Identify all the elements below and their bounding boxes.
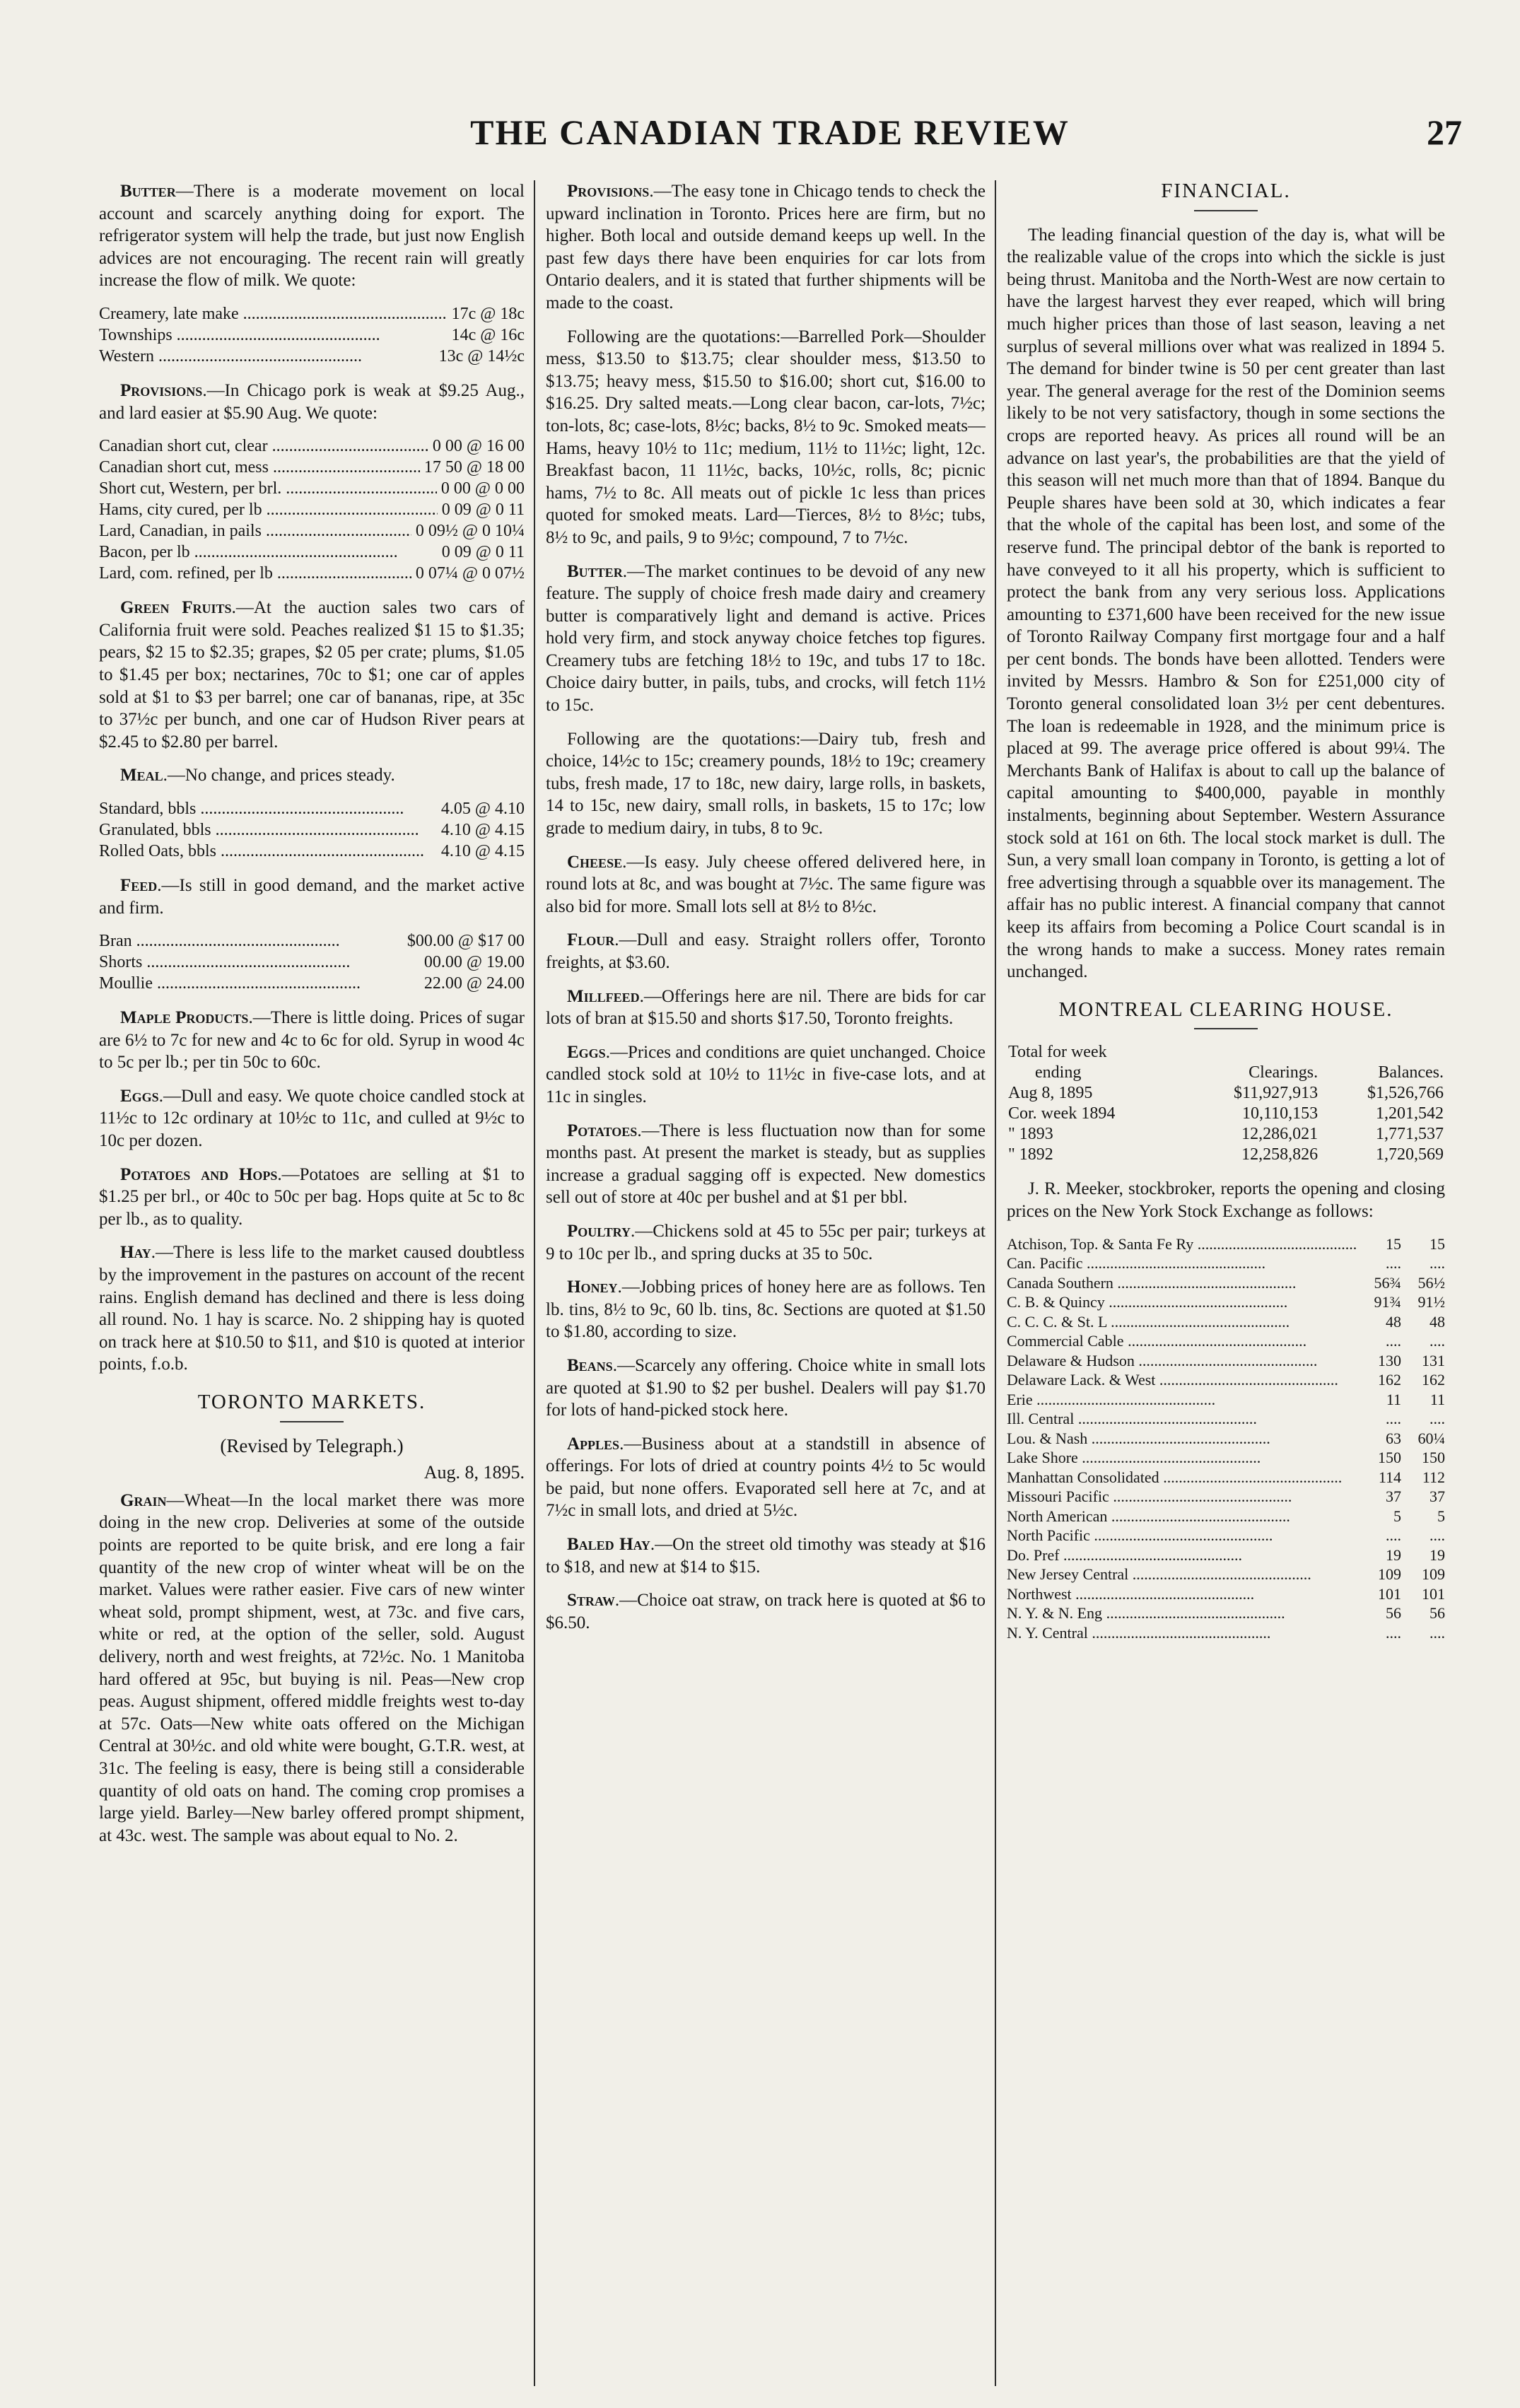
- stock-close: ....: [1430, 1410, 1445, 1428]
- stock-name: Ill. Central .....: [1007, 1409, 1357, 1429]
- heading-rule: [1194, 210, 1258, 211]
- item-label: Rolled Oats, bbls .....: [99, 841, 437, 862]
- provisions-quote-list: [99, 436, 525, 584]
- butter-paragraph: Butter—There is a moderate movement on local account and scarcely anything doing for export. The refrigerator system will help the trade, but just now English advices are not encouraging. The recent rain will greatly increase the flow of milk. We quote:: [99, 182, 525, 291]
- list-item: [99, 798, 525, 819]
- table-cell-balances: 1,201,542: [1376, 1104, 1444, 1123]
- table-cell-clearings: 10,110,153: [1242, 1104, 1319, 1123]
- column-middle: [546, 180, 986, 2379]
- stock-open: 150: [1378, 1449, 1401, 1467]
- toronto-markets-date: Aug. 8, 1895.: [423, 1462, 525, 1483]
- honey-paragraph: Honey.—Jobbing prices of honey here are as follows. Ten lb. tins, 8½ to 9c, 60 lb. tins, 8c. Sections are quoted at $1.50 to $1.80, according to size.: [546, 1278, 986, 1342]
- stock-row: [1007, 1603, 1445, 1623]
- stock-open: 56¾: [1374, 1273, 1401, 1292]
- stock-open: 91¾: [1374, 1293, 1401, 1311]
- stock-open: ....: [1386, 1623, 1401, 1642]
- stock-open: ....: [1386, 1254, 1401, 1273]
- stock-close: 109: [1422, 1565, 1445, 1584]
- masthead-title: THE CANADIAN TRADE REVIEW: [470, 112, 1070, 152]
- stock-open: 109: [1378, 1565, 1401, 1584]
- stock-close: 19: [1430, 1545, 1445, 1564]
- flour-paragraph: Flour.—Dull and easy. Straight rollers offer, Toronto freights, at $3.60.: [546, 930, 986, 972]
- stock-name: Northwest .....: [1007, 1584, 1357, 1604]
- list-item: [99, 563, 525, 584]
- item-price: 4.10 @ 4.15: [440, 820, 525, 839]
- clearing-house-heading: MONTREAL CLEARING HOUSE.: [1058, 998, 1393, 1021]
- toronto-markets-subtitle: (Revised by Telegraph.): [220, 1434, 404, 1456]
- provisions-toronto-paragraph: Provisions.—The easy tone in Chicago tends to check the upward inclination in Toronto. Prices here are firm, but no higher. Both local and outside demand keeps up well. In the past few days there have been enquiries for car lots from Ontario dealers, and it is stated that further shipments will be made to the coast.: [546, 182, 986, 312]
- stock-row: [1007, 1526, 1445, 1545]
- potatoes-paragraph: Potatoes.—There is less fluctuation now than for some months past. At present the market is steady, but as supplies increase a gradual sagging off is expected. New domestics sell out of store at 40c per bushel and at $1 per bbl.: [546, 1121, 986, 1208]
- stock-open: 11: [1386, 1390, 1401, 1408]
- financial-heading: FINANCIAL.: [1161, 180, 1291, 202]
- list-item: [99, 819, 525, 841]
- feed-quote-list: [99, 930, 525, 994]
- stock-name: Do. Pref .....: [1007, 1545, 1357, 1565]
- list-item: [99, 325, 525, 346]
- toronto-markets-heading: TORONTO MARKETS.: [197, 1391, 426, 1413]
- list-item: [99, 520, 525, 542]
- stock-row: [1007, 1448, 1445, 1468]
- beans-paragraph: Beans.—Scarcely any offering. Choice white in small lots are quoted at $1.90 to $2 per bushel. Dealers will pay $1.70 for lots of hand-picked stock here.: [546, 1355, 986, 1420]
- stock-name: Atchison, Top. & Santa Fe Ry .....: [1007, 1234, 1357, 1254]
- stock-price-list: [1007, 1234, 1445, 1643]
- list-item: [99, 478, 525, 499]
- maple-paragraph: Maple Products.—There is little doing. Prices of sugar are 6½ to 7c for new and 4c to 6c for old. Syrup in wood 4c to 5c per lb.; per tin 50c to 60c.: [99, 1008, 525, 1073]
- item-label: Moullie .....: [99, 973, 420, 994]
- column-header: Clearings.: [1249, 1063, 1319, 1082]
- table-cell-balances: 1,771,537: [1376, 1125, 1444, 1144]
- stock-name: Manhattan Consolidated .....: [1007, 1468, 1357, 1488]
- stock-open: 101: [1378, 1584, 1401, 1603]
- stock-close: 15: [1430, 1234, 1445, 1253]
- poultry-paragraph: Poultry.—Chickens sold at 45 to 55c per pair; turkeys at 9 to 10c per lb., and spring ducks at 35 to 50c.: [546, 1221, 986, 1263]
- stock-row: [1007, 1565, 1445, 1584]
- straw-paragraph: Straw.—Choice oat straw, on track here is quoted at $6 to $6.50.: [546, 1591, 986, 1632]
- column-left: [99, 180, 525, 2379]
- item-label: Lard, Canadian, in pails .....: [99, 520, 411, 542]
- stock-open: ....: [1386, 1410, 1401, 1428]
- stock-open: 130: [1378, 1351, 1401, 1369]
- butter-toronto-paragraph: Butter.—The market continues to be devoid of any new feature. The supply of choice fresh made dairy and creamery butter is comparatively light and demand is active. Prices hold very firm, and stock anyway choice fetches top figures. Creamery tubs are fetching 18½ to 19c, and tubs 17 to 18c. Choice dairy butter, in pails, tubs, and crocks, will fetch 11½ to 15c.: [546, 561, 986, 715]
- stock-name: C. C. C. & St. L .....: [1007, 1312, 1357, 1332]
- stock-name: New Jersey Central .....: [1007, 1565, 1357, 1584]
- baled-hay-paragraph: Baled Hay.—On the street old timothy was steady at $16 to $18, and new at $14 to $15.: [546, 1535, 986, 1577]
- stock-open: 114: [1378, 1468, 1401, 1486]
- table-cell-label: " 1892: [1008, 1145, 1053, 1164]
- item-label: Townships .....: [99, 325, 448, 346]
- stock-name: North Pacific .....: [1007, 1526, 1357, 1545]
- butter-quotations: Following are the quotations:—Dairy tub, fresh and choice, 14½c to 15c; creamery pounds, 18½ to 19c; creamery tubs, fresh made, 17 to 18c, new dairy, large rolls, in baskets, 14 to 15c, new dairy, small rolls, in baskets, 15 to 17c; low grade to medium dairy, in tubs, 8 to 9c.: [546, 729, 986, 838]
- hay-paragraph: Hay.—There is less life to the market caused doubtless by the improvement in the pastures on account of the recent rains. English demand has declined and there is less doing all round. No. 1 hay is scarce. No. 2 shipping hay is quoted on track here at $10.50 to $11, and $10 is quoted at interior points, f.o.b.: [99, 1243, 525, 1374]
- item-label: Canadian short cut, mess .....: [99, 457, 420, 478]
- stock-name: Missouri Pacific .....: [1007, 1487, 1357, 1507]
- green-fruits-paragraph: Green Fruits.—At the auction sales two cars of California fruit were sold. Peaches realized $1 15 to $1.35; pears, $2 15 to $2.35; grapes, $2 05 per crate; plums, $1.05 to $1.45 per box; nectarines, 70c to $1; one car of apples sold at $1 to $3 per barrel; one car of bananas, ripe, at 35c to 37½c per bunch, and one car of Hudson River pears at $2.45 to $2.80 per barrel.: [99, 598, 525, 752]
- stock-name: N. Y. Central .....: [1007, 1623, 1357, 1643]
- item-price: 22.00 @ 24.00: [423, 974, 525, 993]
- table-cell-label: Cor. week 1894: [1008, 1104, 1116, 1123]
- stock-name: C. B. & Quincy .....: [1007, 1292, 1357, 1312]
- stock-close: 162: [1422, 1371, 1445, 1389]
- item-price: 0 09 @ 0 11: [441, 501, 525, 520]
- stock-name: Delaware Lack. & West .....: [1007, 1370, 1357, 1390]
- stock-row: [1007, 1351, 1445, 1371]
- stock-row: [1007, 1545, 1445, 1565]
- item-label: Lard, com. refined, per lb .....: [99, 563, 411, 584]
- stock-close: 131: [1422, 1351, 1445, 1369]
- stock-row: [1007, 1429, 1445, 1449]
- item-price: 13c @ 14½c: [438, 346, 525, 366]
- stock-name: Lake Shore .....: [1007, 1448, 1357, 1468]
- table-cell-clearings: 12,258,826: [1241, 1145, 1319, 1164]
- list-item: [99, 436, 525, 457]
- stock-close: 11: [1430, 1390, 1445, 1408]
- stock-open: 56: [1386, 1604, 1401, 1623]
- column-header: ending: [1035, 1063, 1082, 1082]
- stock-row: [1007, 1331, 1445, 1351]
- table-row: [1007, 1104, 1445, 1124]
- feed-paragraph: Feed.—Is still in good demand, and the market active and firm.: [99, 875, 525, 918]
- stock-row: [1007, 1312, 1445, 1332]
- item-price: 0 09½ @ 0 10¼: [415, 522, 525, 541]
- table-cell-balances: $1,526,766: [1367, 1084, 1444, 1103]
- item-price: 17 50 @ 18 00: [423, 458, 525, 477]
- cheese-paragraph: Cheese.—Is easy. July cheese offered delivered here, in round lots at 8c, and was bought at 7½c. The same figure was also bid for more. Small lots sell at 8½ to 8½c.: [546, 852, 986, 916]
- table-cell-clearings: $11,927,913: [1234, 1084, 1319, 1103]
- stock-open: 63: [1386, 1429, 1401, 1447]
- stock-row: [1007, 1273, 1445, 1293]
- stock-close: 91½: [1417, 1293, 1445, 1311]
- column-rule-left: [534, 180, 535, 2386]
- column-header: Balances.: [1378, 1063, 1444, 1082]
- item-price: 00.00 @ 19.00: [423, 953, 525, 972]
- stock-row: [1007, 1584, 1445, 1604]
- list-item: [99, 346, 525, 367]
- stock-open: 19: [1386, 1545, 1401, 1564]
- table-row: [1007, 1083, 1445, 1104]
- table-row: [1007, 1124, 1445, 1145]
- stock-name: Delaware & Hudson .....: [1007, 1351, 1357, 1371]
- table-header-row: [1007, 1042, 1445, 1063]
- stock-row: [1007, 1292, 1445, 1312]
- page-header: [68, 112, 1472, 161]
- stock-open: ....: [1386, 1526, 1401, 1545]
- item-price: 0 07¼ @ 0 07½: [415, 564, 525, 583]
- item-label: Hams, city cured, per lb .....: [99, 499, 438, 520]
- heading-rule: [280, 1421, 344, 1422]
- stock-row: [1007, 1507, 1445, 1526]
- item-price: 4.10 @ 4.15: [440, 841, 525, 860]
- stock-close: 48: [1430, 1312, 1445, 1331]
- meal-quote-list: [99, 798, 525, 862]
- table-cell-balances: 1,720,569: [1376, 1145, 1444, 1164]
- stock-close: ....: [1430, 1254, 1445, 1273]
- item-label: Creamery, late make .....: [99, 303, 448, 325]
- item-label: Western .....: [99, 346, 435, 367]
- stock-open: 5: [1393, 1507, 1401, 1525]
- item-price: 0 00 @ 0 00: [440, 479, 525, 498]
- provisions-quotations: Following are the quotations:—Barrelled Pork—Shoulder mess, $13.50 to $13.75; clear shoulder mess, $13.50 to $13.75; heavy mess, $15.50 to $16.00; short cut, $16.00 to $16.25. Dry salted meats.—Long clear bacon, car-lots, 7½c; ton-lots, 8c; case-lots, 8½c; backs, 8½ to 9c. Smoked meats—Hams, heavy 10½ to 11c; medium, 11½ to 11½c; light, 12c. Breakfast bacon, 11 11½c, backs, 10½c, rolls, 8c; picnic hams, 7½ to 8c. All meats out of pickle 1c less than prices quoted for smoked meats. Lard—Tierces, 8½ to 8½c; tubs, 8½ to 9c, and pails, 9 to 9½c; compound, 7 to 7½c.: [546, 327, 986, 547]
- list-item: [99, 542, 525, 563]
- stock-name: Erie .....: [1007, 1390, 1357, 1410]
- millfeed-paragraph: Millfeed.—Offerings here are nil. There are bids for car lots of bran at $15.50 and shorts $17.50, Toronto freights.: [546, 986, 986, 1029]
- list-item: [99, 973, 525, 994]
- list-item: [99, 457, 525, 478]
- stock-name: North American .....: [1007, 1507, 1357, 1526]
- item-label: Bacon, per lb .....: [99, 542, 438, 563]
- stock-row: [1007, 1253, 1445, 1273]
- stock-close: 112: [1422, 1468, 1445, 1486]
- item-label: Granulated, bbls .....: [99, 819, 437, 841]
- stock-close: 150: [1422, 1449, 1445, 1467]
- stock-open: 37: [1386, 1488, 1401, 1506]
- stock-close: ....: [1430, 1623, 1445, 1642]
- item-price: 14c @ 16c: [451, 325, 525, 344]
- item-label: Short cut, Western, per brl. .....: [99, 478, 437, 499]
- table-cell-label: " 1893: [1008, 1125, 1053, 1144]
- apples-paragraph: Apples.—Business about at a standstill in absence of offerings. For lots of dried at country points 4½ to 5c would be paid, but none offers. Evaporated sell here at 7c, and at 7½c in small lots, and dried at 5½c.: [546, 1434, 986, 1521]
- clearing-house-table: [1007, 1042, 1445, 1165]
- stock-name: N. Y. & N. Eng .....: [1007, 1603, 1357, 1623]
- list-item: [99, 303, 525, 325]
- item-price: 4.05 @ 4.10: [440, 799, 525, 818]
- column-right: [1007, 180, 1445, 2379]
- provisions-paragraph: Provisions.—In Chicago pork is weak at $9.25 Aug., and lard easier at $5.90 Aug. We quote:: [99, 380, 525, 423]
- heading-rule: [1194, 1028, 1258, 1029]
- stock-row: [1007, 1623, 1445, 1643]
- table-row: [1007, 1145, 1445, 1165]
- eggs-toronto-paragraph: Eggs.—Prices and conditions are quiet unchanged. Choice candled stock sold at 10½ to 11½c in five-case lots, and at 11c in singles.: [546, 1042, 986, 1106]
- stock-name: Can. Pacific .....: [1007, 1253, 1357, 1273]
- stock-close: ....: [1430, 1332, 1445, 1350]
- item-label: Canadian short cut, clear .....: [99, 436, 428, 457]
- page-number: 27: [1427, 112, 1462, 152]
- list-item: [99, 930, 525, 952]
- table-header-row: [1007, 1063, 1445, 1083]
- item-label: Standard, bbls .....: [99, 798, 437, 819]
- item-price: $00.00 @ $17 00: [407, 932, 525, 951]
- stock-row: [1007, 1390, 1445, 1410]
- stock-open: 162: [1378, 1371, 1401, 1389]
- stock-close: ....: [1430, 1526, 1445, 1545]
- stock-close: 37: [1430, 1488, 1445, 1506]
- column-header: Total for week: [1008, 1043, 1107, 1062]
- stock-name: Lou. & Nash .....: [1007, 1429, 1357, 1449]
- stock-open: ....: [1386, 1332, 1401, 1350]
- stock-open: 15: [1386, 1234, 1401, 1253]
- item-label: Shorts .....: [99, 952, 420, 973]
- table-cell-clearings: 12,286,021: [1241, 1125, 1319, 1144]
- item-price: 17c @ 18c: [451, 304, 525, 323]
- butter-quote-list: [99, 303, 525, 367]
- stock-close: 101: [1422, 1584, 1445, 1603]
- stock-close: 5: [1437, 1507, 1445, 1525]
- stock-name: Canada Southern .....: [1007, 1273, 1357, 1293]
- grain-paragraph: Grain—Wheat—In the local market there was more doing in the new crop. Deliveries at some of the outside points are reported to be quite brisk, and ere long a fair quantity of the new crop of winter wheat will be on the market. Values were rather easier. Five cars of new winter wheat sold, prompt shipment, west, at 73c. and five cars, white or red, at the option of the seller, sold. August delivery, north and west freights, at 72½c. No. 1 Manitoba hard offered at 95c, but buying is nil. Peas—New crop peas. August shipment, offered middle freights west to-day at 57c. Oats—New white oats offered on the Michigan Central at 30½c. and old white were bought, G.T.R. west, at 31c. The feeling is easy, there is being still a considerable quantity of old oats on hand. The coming crop promises a large yield. Barley—New barley offered prompt shipment, at 43c. west. The sample was about equal to No. 2.: [99, 1490, 525, 1845]
- stock-row: [1007, 1234, 1445, 1254]
- meal-paragraph: Meal.—No change, and prices steady.: [120, 766, 395, 785]
- stock-row: [1007, 1487, 1445, 1507]
- financial-paragraph: The leading financial question of the day is, what will be the realizable value of the crops into which the sickle is just being thrust. Manitoba and the North-West are now certain to have the largest harvest they ever reaped, which will bring much higher prices than those of last season, leaving a net surplus of several millions over what was realized in 1894 5. The demand for binder twine is 50 per cent greater than last year. The general average for the rest of the Dominion seems likely to be not very satisfactory, though in some sections the crops are reported heavy. As prices all round will be an advance on last year's, the probabilities are that the yield of this season will net much more than that of 1894. Banque du Peuple shares have been sold at 30, which indicates a fear that the whole of the capital has been lost, and some of the reserve fund. The principal debtor of the bank is reported to have conveyed to it all his property, which is sufficient to protect the bank from any very serious loss. Applications amounting to £371,600 have been received for the new issue of Toronto Railway Company first mortgage four and a half per cent bonds. The bonds have been allotted. Tenders were invited by Messrs. Hambro & Son for £251,000 city of Toronto general consolidated loan 3½ per cent debentures. The loan is redeemable in 1928, and the minimum price is placed at 99. The average price offered is about 99¼. The Merchants Bank of Halifax is about to call up the balance of capital amounting to $400,000, payable in monthly instalments, beginning about September. Western Assurance stock sold at 161 on 6th. The local stock market is dull. The Sun, a very small loan company in Toronto, is getting a lot of free advertising through a squabble over its management. The affair has no public interest. A financial company that cannot keep its affairs from becoming a Police Court scandal is in the wrong hands to make a success. Money rates remain unchanged.: [1007, 225, 1445, 982]
- list-item: [99, 841, 525, 862]
- stock-row: [1007, 1468, 1445, 1488]
- meeker-paragraph: J. R. Meeker, stockbroker, reports the opening and closing prices on the New York Stock Exchange as follows:: [1007, 1179, 1445, 1221]
- table-cell-label: Aug 8, 1895: [1008, 1084, 1093, 1103]
- stock-row: [1007, 1370, 1445, 1390]
- item-price: 0 00 @ 16 00: [432, 437, 525, 456]
- potatoes-hops-paragraph: Potatoes and Hops.—Potatoes are selling at $1 to $1.25 per brl., or 40c to 50c per bag. Hops quite at 5c to 8c per lb., as to quality.: [99, 1164, 525, 1229]
- item-label: Bran .....: [99, 930, 403, 952]
- column-rule-right: [995, 180, 996, 2386]
- stock-close: 56½: [1417, 1273, 1445, 1292]
- stock-row: [1007, 1409, 1445, 1429]
- stock-close: 60¼: [1417, 1429, 1445, 1447]
- list-item: [99, 952, 525, 973]
- list-item: [99, 499, 525, 520]
- stock-name: Commercial Cable .....: [1007, 1331, 1357, 1351]
- item-price: 0 09 @ 0 11: [441, 543, 525, 562]
- stock-close: 56: [1430, 1604, 1445, 1623]
- eggs-paragraph: Eggs.—Dull and easy. We quote choice candled stock at 11½c to 12c ordinary at 10½c to 11c, and culled at 9½c to 10c per dozen.: [99, 1086, 525, 1151]
- stock-open: 48: [1386, 1312, 1401, 1331]
